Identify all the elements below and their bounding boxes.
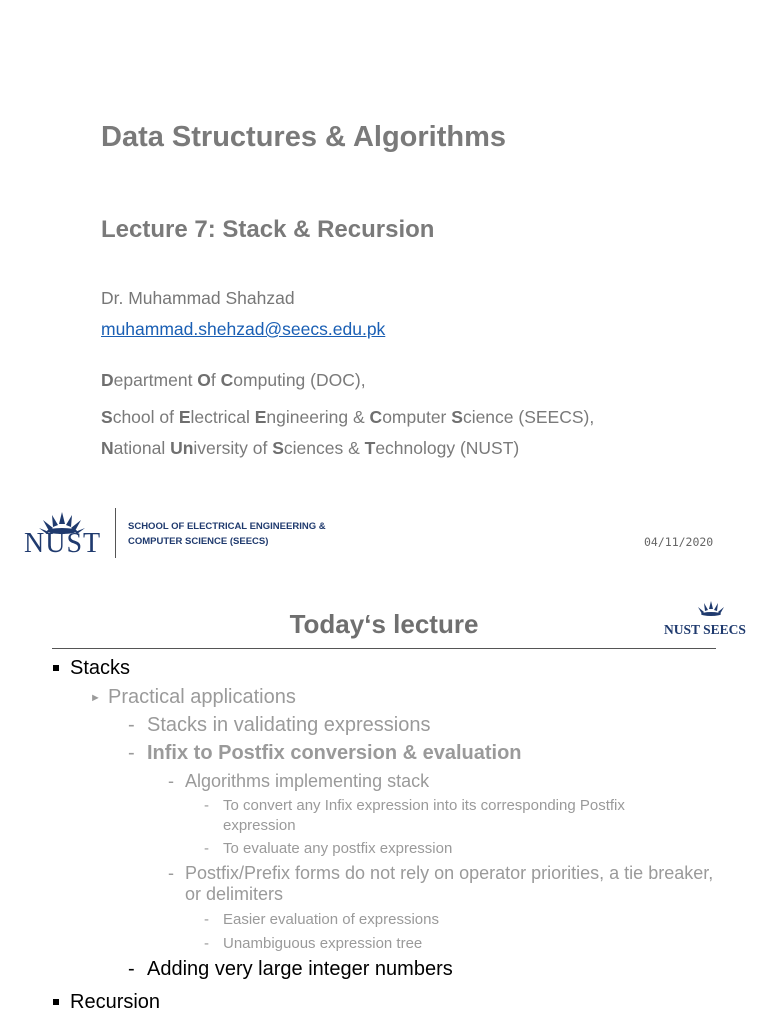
dash-icon: - (168, 771, 174, 791)
dash-icon: - (204, 935, 209, 952)
affiliation-department: Department Of Computing (DOC), (101, 370, 366, 390)
school-name-line1: SCHOOL OF ELECTRICAL ENGINEERING & (128, 521, 326, 532)
affiliation-initial: S (272, 438, 284, 458)
dash-icon: - (168, 863, 174, 883)
square-bullet-icon (53, 665, 59, 671)
affiliation-initial: T (364, 438, 376, 458)
bullet-evaluate-postfix: To evaluate any postfix expression (223, 840, 453, 857)
affiliation-initial: D (101, 370, 114, 390)
affiliation-initial: E (178, 407, 191, 427)
bullet-large-integers: Adding very large integer numbers (147, 958, 453, 980)
dash-icon: - (204, 911, 209, 928)
bullet-validating-expressions: Stacks in validating expressions (147, 714, 431, 736)
affiliation-initial: N (101, 438, 114, 458)
affiliation-initial: E (254, 407, 267, 427)
dash-icon: - (128, 714, 135, 736)
slide-title-todays-lecture: Today‘s lecture (289, 609, 479, 639)
bullet-algorithms-stack: Algorithms implementing stack (185, 771, 430, 791)
slide-title: Data Structures & Algorithms (101, 121, 506, 153)
bullet-convert-infix-line1: To convert any Infix expression into its corresponding Postfix (223, 797, 625, 814)
bullet-infix-postfix: Infix to Postfix conversion & evaluation (147, 742, 522, 764)
bullet-easier-evaluation: Easier evaluation of expressions (223, 911, 439, 928)
bullet-stacks (70, 657, 130, 680)
square-bullet-icon (53, 999, 59, 1005)
dash-icon: - (204, 797, 209, 814)
nust-seecs-logo-text: NUST SEECS (664, 622, 746, 637)
dash-icon: - (128, 958, 135, 980)
bullet-unambiguous-tree: Unambiguous expression tree (223, 935, 423, 952)
affiliation-initial: C (369, 407, 383, 427)
nust-logo-text: NUST (24, 528, 102, 559)
lecture-subtitle: Lecture 7: Stack & Recursion (101, 216, 435, 243)
affiliation-initial: Un (170, 438, 194, 458)
bullet-recursion (70, 991, 160, 1014)
dash-icon: - (128, 742, 135, 764)
slide-date: 04/11/2020 (644, 535, 714, 549)
bullet-postfix-prefix-line1: Postfix/Prefix forms do not rely on operator priorities, a tie breaker, (185, 863, 714, 883)
affiliation-initial: C (220, 370, 234, 390)
school-name-line2: COMPUTER SCIENCE (SEECS) (128, 536, 269, 547)
affiliation-initial: O (197, 370, 211, 390)
bullet-convert-infix-line2: expression (223, 817, 296, 834)
bullet-text: Recursion (70, 991, 161, 1013)
title-underline (52, 648, 716, 649)
affiliation-university: National University of Sciences & Technology (NUST) (101, 438, 520, 458)
triangle-bullet-icon: ► (90, 692, 101, 704)
logo-divider (115, 508, 116, 558)
bullet-practical-applications: Practical applications (108, 686, 296, 708)
affiliation-initial: S (451, 407, 463, 427)
bullet-text: Stacks (70, 657, 131, 679)
author-email-link[interactable]: muhammad.shehzad@seecs.edu.pk (101, 319, 386, 339)
affiliation-initial: S (101, 407, 113, 427)
bullet-postfix-prefix-line2: or delimiters (185, 884, 284, 904)
affiliation-school: School of Electrical Engineering & Computer Science (SEECS), (101, 407, 595, 427)
school-name (128, 519, 348, 549)
dash-icon: - (204, 840, 209, 857)
author-name: Dr. Muhammad Shahzad (101, 288, 295, 308)
